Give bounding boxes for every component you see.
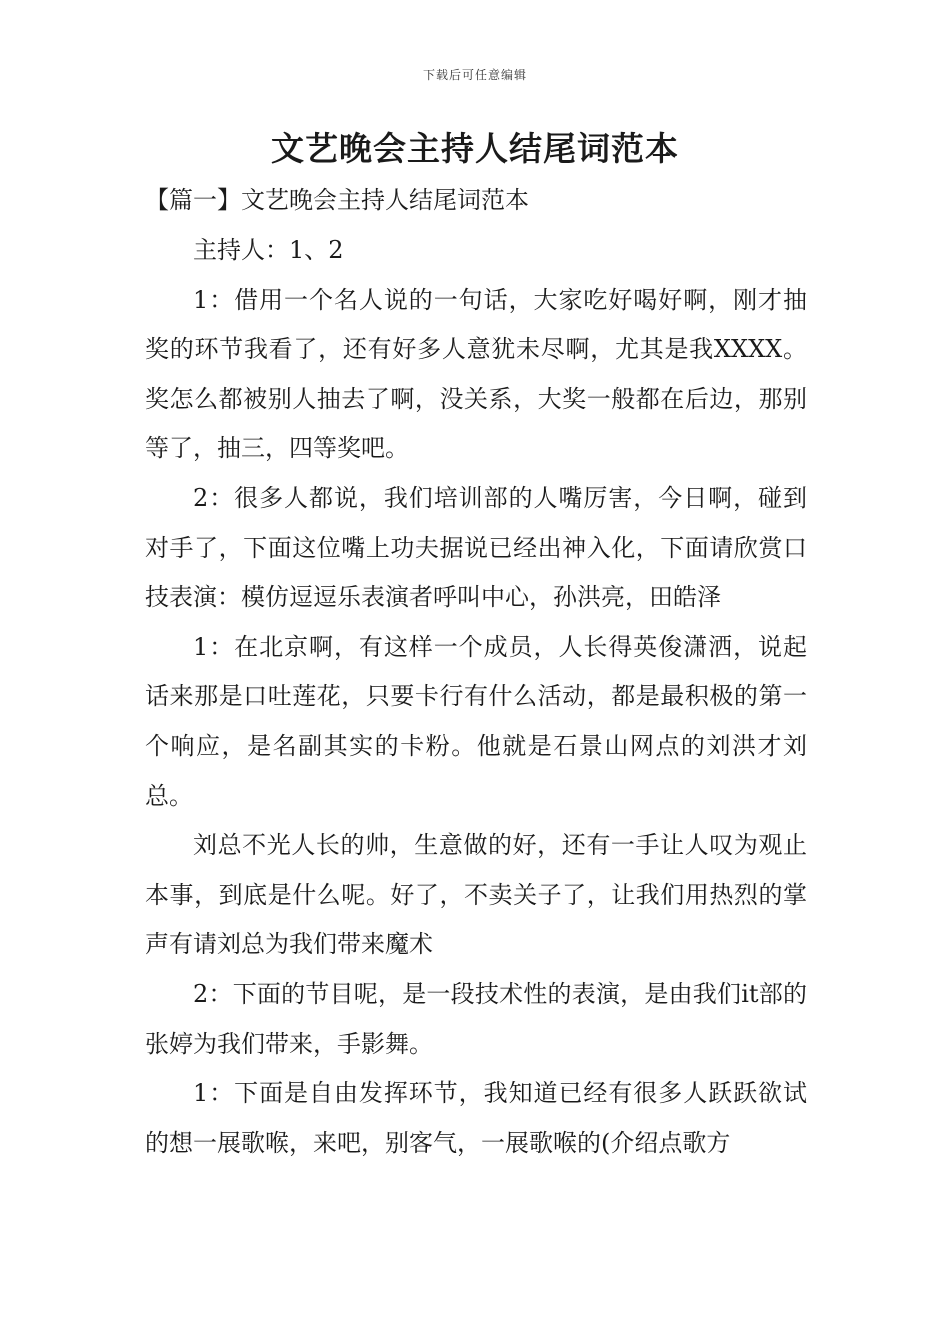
paragraph-hosts: 主持人：1、2 — [193, 236, 344, 264]
section-heading: 【篇一】文艺晚会主持人结尾词范本 — [145, 186, 529, 214]
paragraph-magic: 刘总不光人长的帅，生意做的好，还有一手让人叹为观止本事，到底是什么呢。好了，不卖关子了，让我们用热烈的掌声有请刘总为我们带来魔术 — [145, 831, 807, 959]
document-body — [145, 226, 807, 1168]
header-note: 下载后可任意编辑 — [422, 68, 527, 82]
document-title: 文艺晚会主持人结尾词范本 — [271, 129, 679, 168]
paragraph-free-singing: 1：下面是自由发挥环节，我知道已经有很多人跃跃欲试的想一展歌喉，来吧，别客气，一展歌喉的(介绍点歌方 — [145, 1079, 807, 1157]
paragraph-lottery: 1：借用一个名人说的一句话，大家吃好喝好啊，刚才抽奖的环节我看了，还有好多人意犹未尽啊，尤其是我XXXX。奖怎么都被别人抽去了啊，没关系，大奖一般都在后边，那别等了，抽三，四等奖吧。 — [145, 285, 807, 463]
paragraph-ventriloquism: 2：很多人都说，我们培训部的人嘴厉害，今日啊，碰到对手了，下面这位嘴上功夫据说已经出神入化，下面请欣赏口技表演：模仿逗逗乐表演者呼叫中心，孙洪亮，田皓泽 — [145, 483, 807, 612]
paragraph-shadow-dance: 2：下面的节目呢，是一段技术性的表演，是由我们it部的张婷为我们带来，手影舞。 — [145, 979, 807, 1058]
paragraph-introduction: 1：在北京啊，有这样一个成员，人长得英俊潇洒，说起话来那是口吐莲花，只要卡行有什么活动，都是最积极的第一个响应，是名副其实的卡粉。他就是石景山网点的刘洪才刘总。 — [145, 632, 807, 810]
